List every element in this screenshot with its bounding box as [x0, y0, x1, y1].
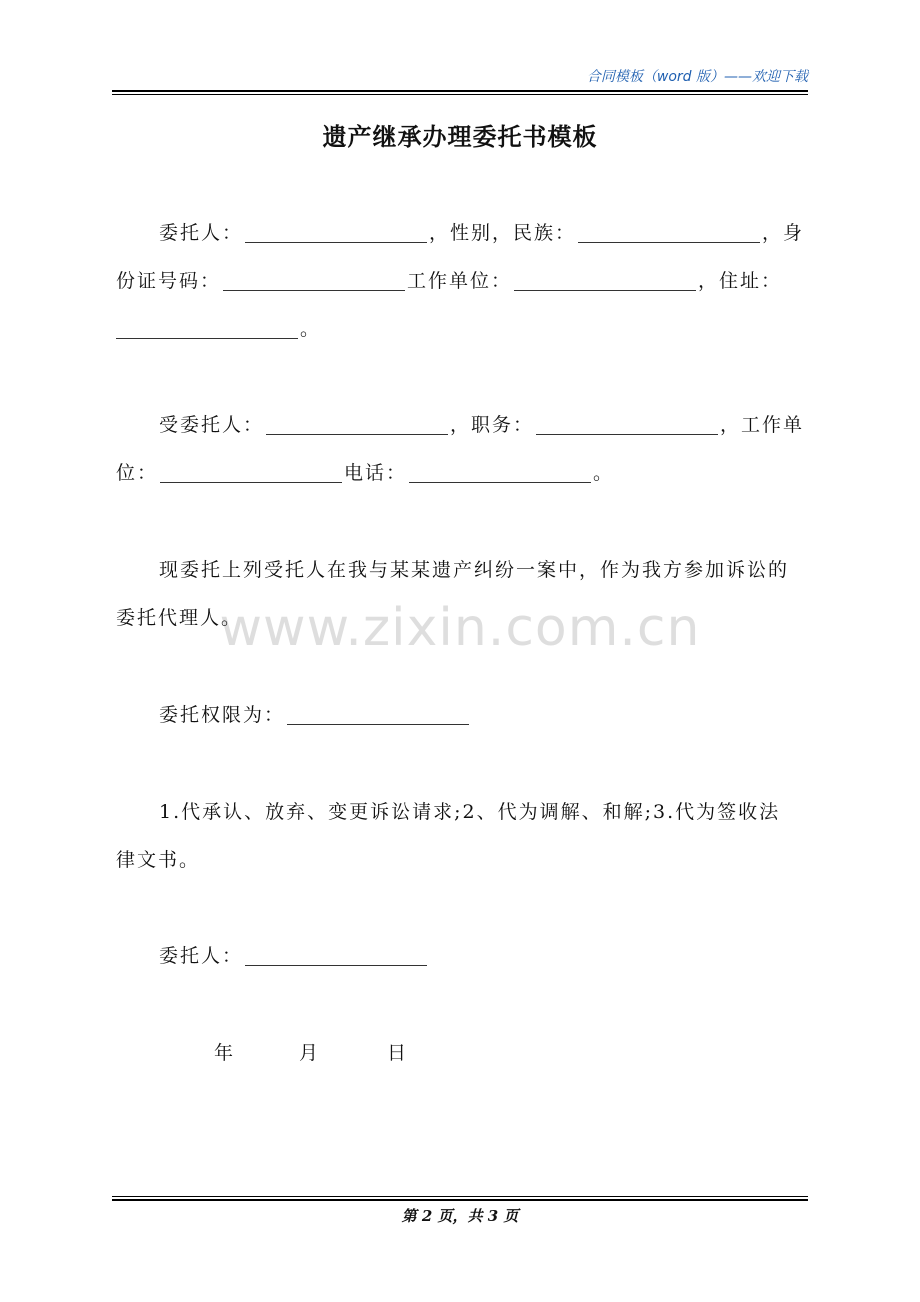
- agent-phone-blank[interactable]: [409, 481, 591, 483]
- agent-employer-blank[interactable]: [160, 481, 342, 483]
- signature-section: [116, 932, 806, 980]
- agent-name-blank[interactable]: [266, 433, 448, 435]
- date-year: 年: [214, 1042, 234, 1064]
- agent-position-blank[interactable]: [536, 433, 718, 435]
- principal-name-blank[interactable]: [245, 241, 427, 243]
- principal-line-3: 。: [116, 305, 806, 353]
- principal-line-2: 份证号码： 工作单位： ，住址：: [116, 270, 783, 292]
- principal-employer-blank[interactable]: [514, 289, 696, 291]
- agent-line-2: 位： 电话： 。: [116, 462, 615, 484]
- authority-items-section: [116, 788, 806, 884]
- header-rule-thick: [112, 90, 808, 92]
- principal-section: [116, 209, 806, 353]
- signature-blank[interactable]: [245, 964, 427, 966]
- authority-line: 委托权限为：: [116, 691, 806, 739]
- header-text: 合同模板（word 版）——欢迎下载: [586, 69, 808, 85]
- principal-line-1: 委托人： ，性别，民族： ，身: [159, 222, 805, 244]
- authority-items-line-1: 1.代承认、放弃、变更诉讼请求;2、代为调解、和解;3.代为签收法: [159, 801, 781, 823]
- principal-address-blank[interactable]: [116, 337, 298, 339]
- signature-line: 委托人：: [116, 932, 806, 980]
- authority-section: [116, 691, 806, 739]
- principal-ethnicity-blank[interactable]: [578, 241, 760, 243]
- agent-section: [116, 401, 806, 497]
- date-month: 月: [299, 1042, 319, 1064]
- statement-line-2: 委托代理人。: [116, 607, 243, 629]
- agent-line-1: 受委托人： ，职务： ，工作单: [159, 414, 805, 436]
- date-day: 日: [387, 1042, 407, 1064]
- principal-id-blank[interactable]: [223, 289, 405, 291]
- authority-blank[interactable]: [287, 723, 469, 725]
- statement-line-1: 现委托上列受托人在我与某某遗产纠纷一案中，作为我方参加诉讼的: [159, 559, 790, 581]
- authority-items-line-2: 律文书。: [116, 849, 201, 871]
- header-rule-thin: [112, 94, 808, 95]
- document-title: 遗产继承办理委托书模板: [322, 123, 598, 151]
- statement-section: [116, 546, 806, 642]
- footer-rule-thin: [112, 1196, 808, 1197]
- footer-page-info: 第 2 页，共 3 页: [401, 1207, 519, 1225]
- footer-rule-thick: [112, 1199, 808, 1201]
- watermark: www.zixin.com.cn: [219, 598, 701, 658]
